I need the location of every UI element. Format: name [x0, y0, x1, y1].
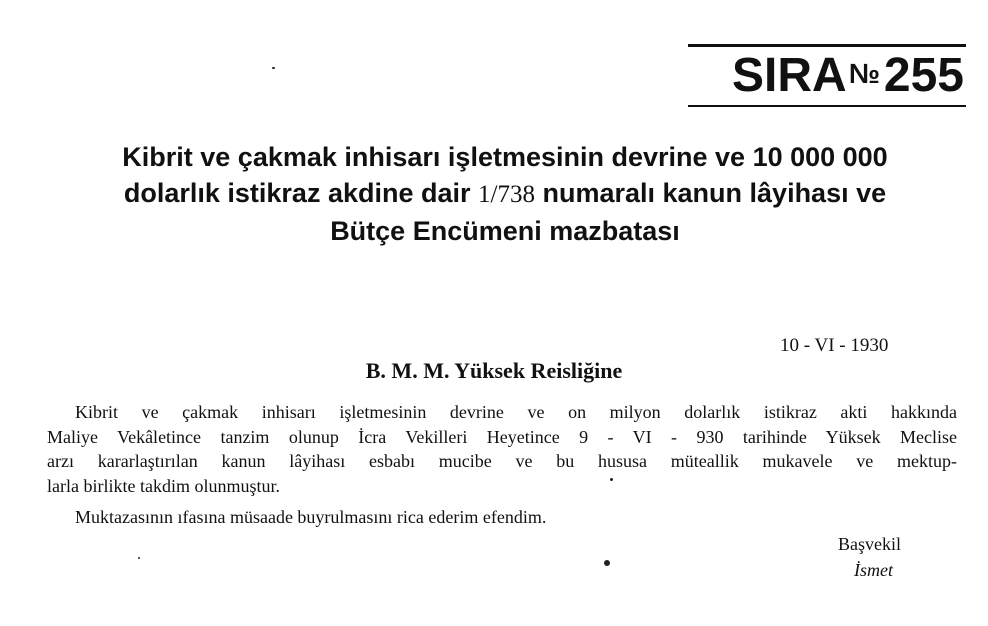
body-line-2: Maliye Vekâletince tanzim olunup İcra Vekilleri Heyetince 9 - VI - 930 tarihinde Yüksek Meclise	[47, 426, 957, 447]
document-title	[40, 139, 970, 249]
addressee: B. M. M. Yüksek Reisliğine	[365, 358, 623, 383]
title-line-2-end: numaralı kanun lâyihası ve	[542, 178, 887, 208]
signature-block	[838, 531, 901, 583]
title-line-3: Bütçe Encümeni mazbatası	[330, 216, 680, 246]
number-sign: №	[848, 58, 880, 89]
closing-sentence: Muktazasının ıfasına müsaade buyrulmasını rica ederim efendim.	[75, 507, 547, 527]
title-line-1: Kibrit ve çakmak inhisarı işletmesinin devrine ve 10 000 000	[122, 142, 888, 172]
signer-name: İsmet	[854, 560, 893, 580]
scan-speck	[272, 67, 275, 69]
body-line-1: Kibrit ve çakmak inhisarı işletmesinin devrine ve on milyon dolarlık istikraz akti hakkında	[75, 402, 957, 422]
body-line-3: arzı kararlaştırılan kanun lâyihası esbabı mucibe ve bu hususa müteallik mukavele ve mektup-	[47, 451, 957, 471]
sira-number: 255	[883, 49, 964, 102]
bill-number: 1/738	[478, 181, 535, 208]
title-line-2-start: dolarlık istikraz akdine dair	[123, 178, 471, 208]
header-bottom-rule	[688, 105, 966, 107]
sira-number-header	[688, 44, 966, 107]
sira-label	[688, 47, 966, 103]
body-line-4: larla birlikte takdim olunmuştur.	[47, 475, 280, 496]
document-date: 10 - VI - 1930	[780, 335, 889, 356]
sira-word: SIRA	[732, 49, 847, 102]
scan-speck	[610, 478, 613, 481]
scan-speck	[138, 557, 140, 559]
scan-speck	[604, 560, 610, 566]
body-paragraph	[47, 400, 957, 498]
title-line-2	[40, 175, 970, 213]
signer-title: Başvekil	[838, 534, 901, 554]
